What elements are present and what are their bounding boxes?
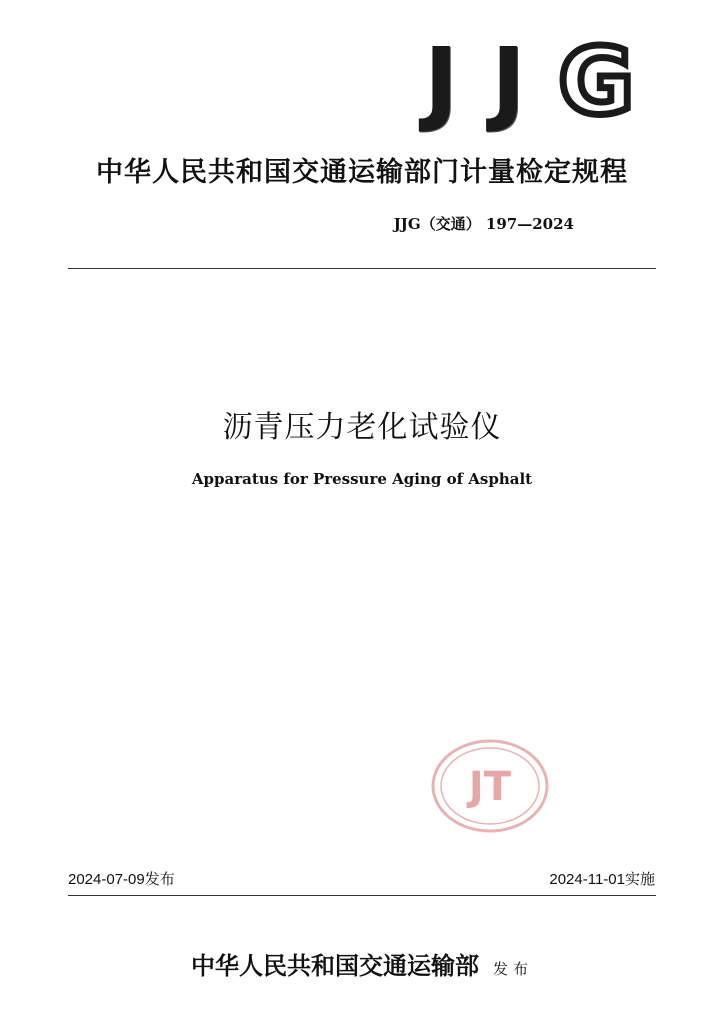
jjg-logo [424,28,634,135]
bottom-divider [68,895,656,896]
issuer-action: 发布 [492,960,533,978]
stamp-text: JT [468,764,512,810]
logo-letter-j1: J [424,28,459,135]
implementation-date: 2024-11-01实施 [549,871,655,888]
release-date: 2024-07-09发布 [68,871,175,888]
jt-watermark-stamp [430,738,550,834]
document-title-en: Apparatus for Pressure Aging of Asphalt [191,470,533,488]
document-title-zh: 沥青压力老化试验仪 [222,410,502,445]
logo-letter-g: G [558,28,634,135]
issuing-body-title: 中华人民共和国交通运输部门计量检定规程 [96,157,628,188]
issuer-name: 中华人民共和国交通运输部 [190,951,479,980]
logo-letter-j2: J [491,28,526,135]
standard-code: JJG（交通） 197—2024 [393,215,574,233]
issuer-line [0,946,724,981]
top-divider [68,268,656,269]
